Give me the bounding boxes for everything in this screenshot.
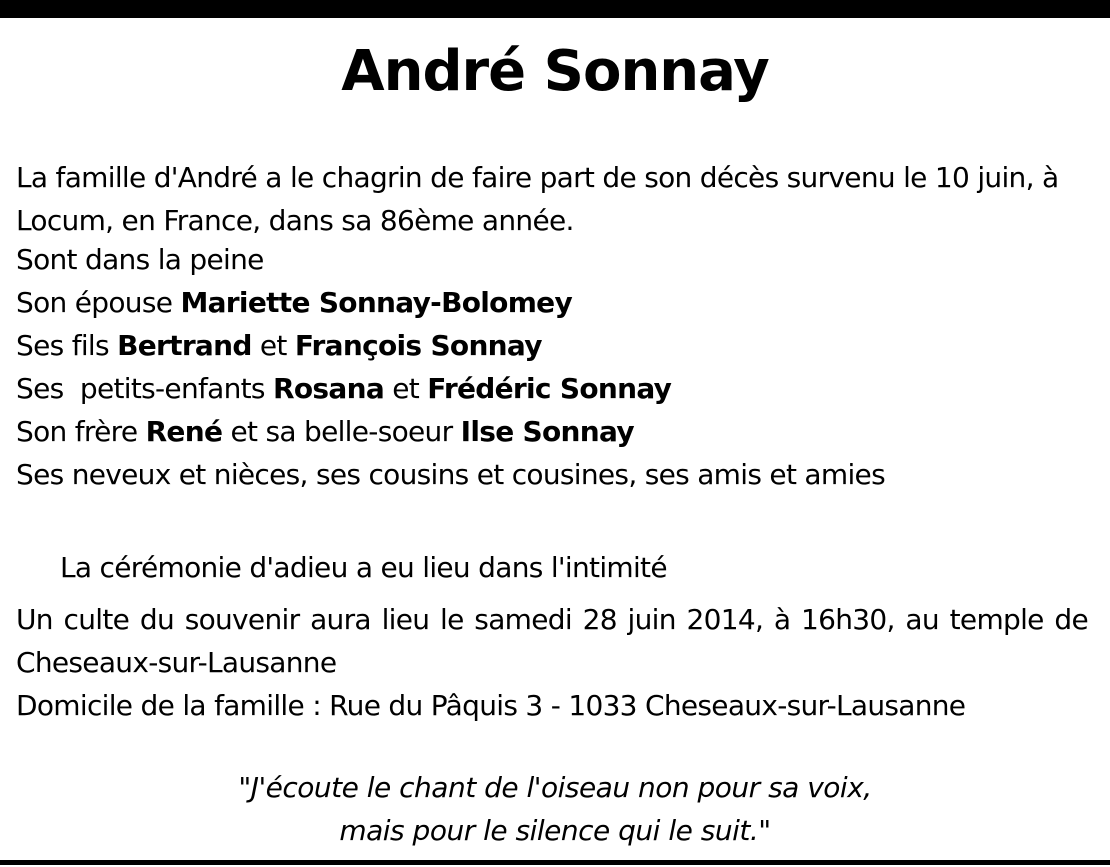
mourners-heading: Sont dans la peine xyxy=(16,243,264,276)
relation-label: Ses petits-enfants xyxy=(16,372,274,405)
obituary-title: André Sonnay xyxy=(341,39,769,104)
announcement-text: La famille d'André a le chagrin de faire part de son décès survenu le 10 juin, à Locum, en France, dans sa 86ème année. xyxy=(16,161,1059,237)
mourner-spouse xyxy=(16,281,1094,324)
mourner-name: Ilse Sonnay xyxy=(460,415,634,448)
mourner-name: René xyxy=(145,415,223,448)
mourner-sons xyxy=(16,324,1094,367)
mourner-grandchildren xyxy=(16,367,1094,410)
mourner-name: Rosana xyxy=(273,372,385,405)
mourner-siblings xyxy=(16,410,1094,453)
memorial-service-text: Un culte du souvenir aura lieu le samedi 28 juin 2014, à 16h30, au temple de Cheseaux-sur-Lausanne xyxy=(16,603,1088,679)
mourner-name: Mariette Sonnay-Bolomey xyxy=(180,286,573,319)
relation-label: Son épouse xyxy=(16,286,181,319)
mourner-name: Bertrand xyxy=(117,329,252,362)
relation-label: Son frère xyxy=(16,415,146,448)
closing-quote xyxy=(0,766,1110,852)
top-border xyxy=(0,0,1110,18)
bottom-border xyxy=(0,860,1110,865)
mourner-name: Frédéric Sonnay xyxy=(427,372,672,405)
quote-line: mais pour le silence qui le suit." xyxy=(339,814,771,847)
joiner-text: et xyxy=(251,329,295,362)
family-address: Domicile de la famille : Rue du Pâquis 3 - 1033 Cheseaux-sur-Lausanne xyxy=(16,689,966,722)
ceremony-note: La cérémonie d'adieu a eu lieu dans l'intimité xyxy=(60,551,667,584)
mourner-relatives: Ses neveux et nièces, ses cousins et cousines, ses amis et amies xyxy=(16,458,885,491)
joiner-text: et sa belle-soeur xyxy=(222,415,461,448)
relation-label: Ses fils xyxy=(16,329,118,362)
quote-line: "J'écoute le chant de l'oiseau non pour sa voix, xyxy=(238,771,872,804)
mourners-list xyxy=(16,238,1094,496)
joiner-text: et xyxy=(384,372,428,405)
mourner-name: François Sonnay xyxy=(294,329,542,362)
